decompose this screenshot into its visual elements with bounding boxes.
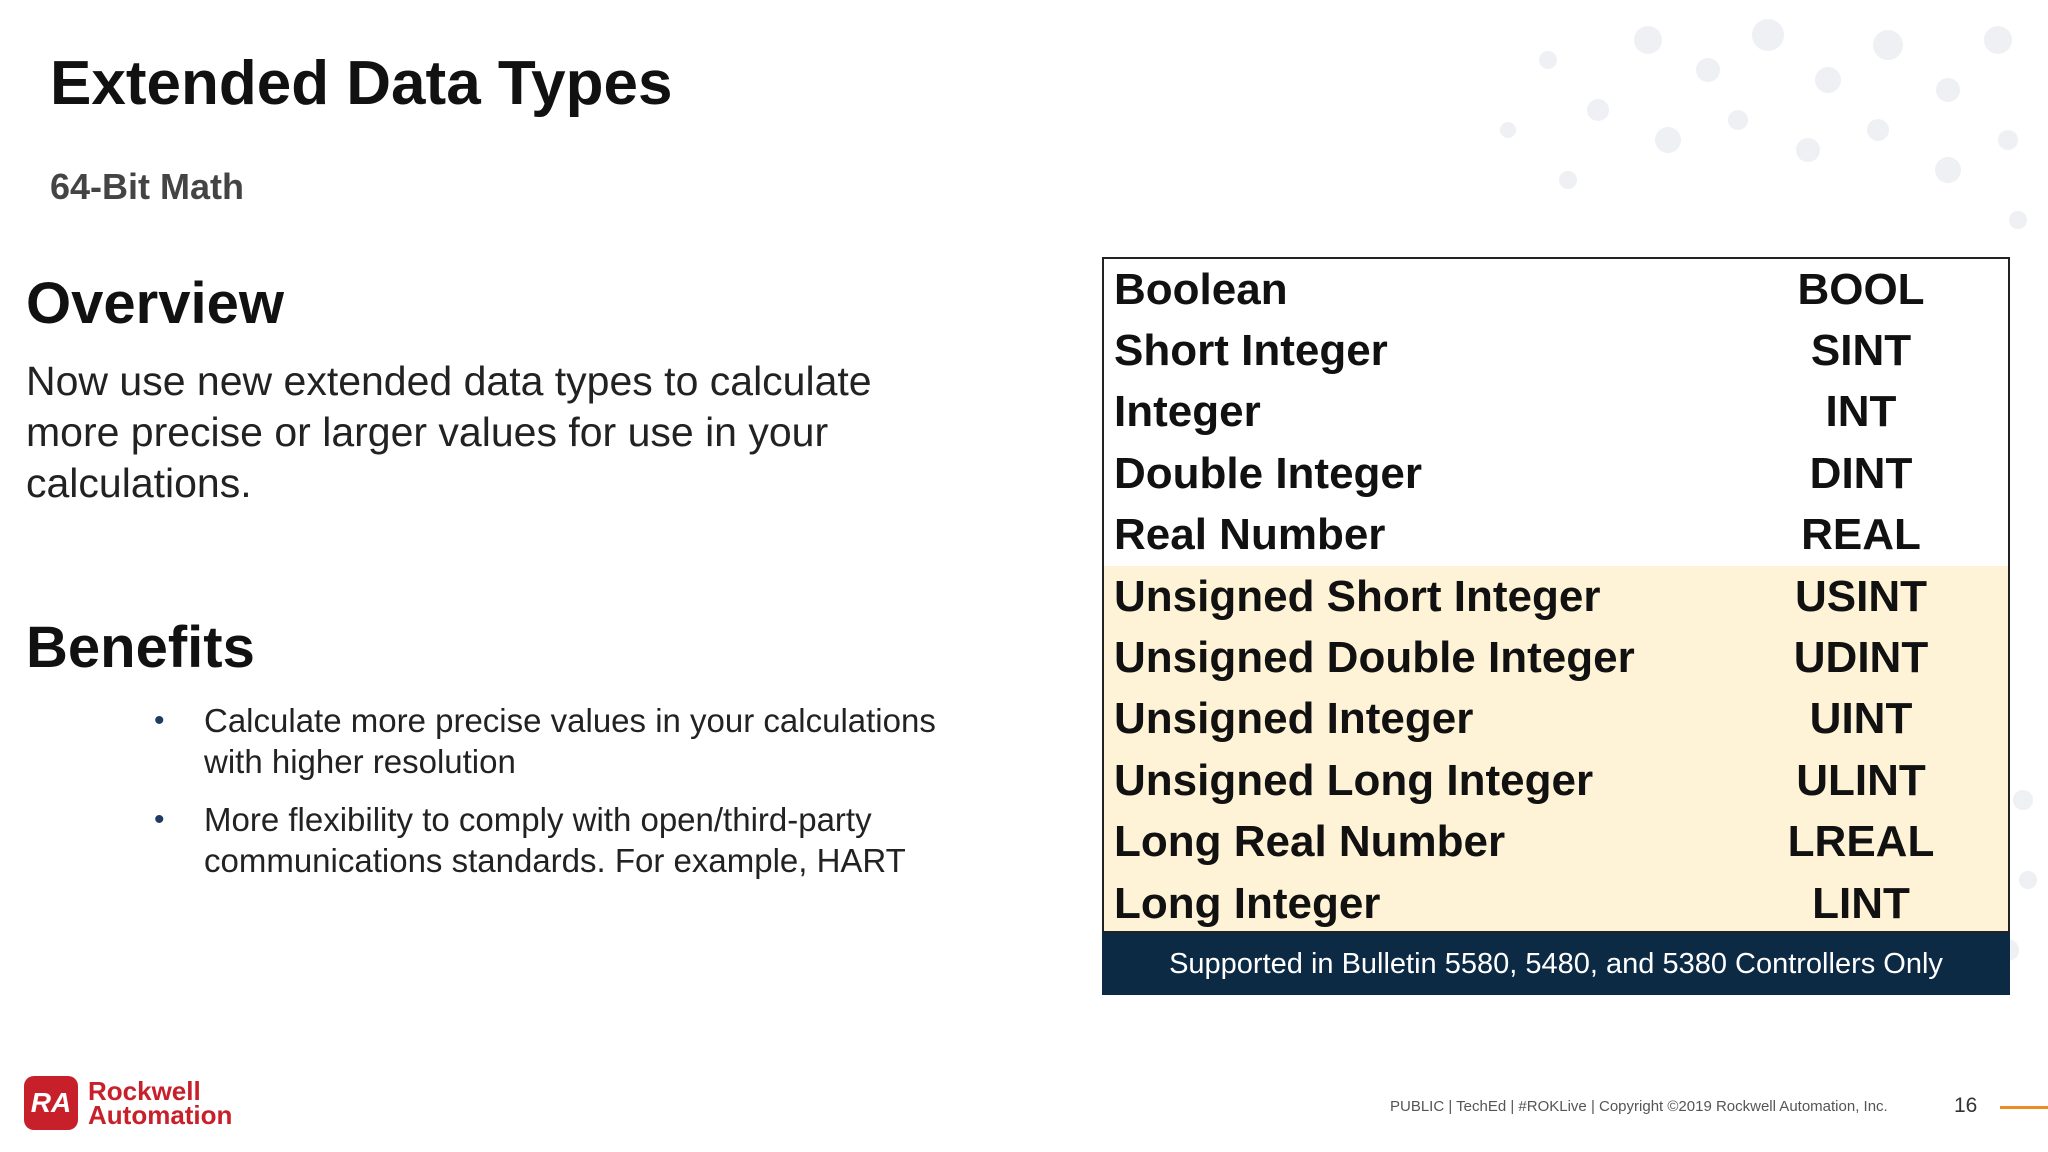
logo-wordmark [88,1076,233,1130]
type-name: Short Integer [1114,326,1388,376]
table-row [1104,259,2008,320]
logo-mark: RA [24,1076,78,1130]
type-code: REAL [1801,510,1921,560]
table-row-extended [1104,873,2008,933]
type-code: LREAL [1787,817,1935,867]
benefit-text: More flexibility to comply with open/third-party communications standards. For example, HART [204,801,906,879]
benefits-heading: Benefits [26,615,255,680]
slide-title: Extended Data Types [50,49,673,118]
overview-heading: Overview [26,271,284,336]
table-row-extended [1104,812,2008,873]
table-row [1104,443,2008,504]
type-code: LINT [1812,878,1910,928]
type-code: UDINT [1793,633,1929,683]
table-row-extended [1104,627,2008,688]
type-name: Real Number [1114,510,1386,560]
page-number: 16 [1954,1094,1978,1117]
overview-text: Now use new extended data types to calculate more precise or larger values for use in your calculations. [26,358,872,506]
type-code: USINT [1795,571,1927,621]
benefit-text: Calculate more precise values in your calculations with higher resolution [204,702,936,780]
benefit-item [150,799,970,881]
controller-support-note: Supported in Bulletin 5580, 5480, and 5380 Controllers Only [1102,933,2010,995]
rockwell-automation-logo-icon [24,1076,232,1130]
copyright-text: PUBLIC | TechEd | #ROKLive | Copyright ©2019 Rockwell Automation, Inc. [1390,1098,1888,1115]
table-row-extended [1104,689,2008,750]
table-row [1104,382,2008,443]
type-code: SINT [1810,326,1912,376]
slide-subtitle: 64-Bit Math [50,166,245,207]
type-code: INT [1825,387,1897,437]
logo-line1: Rockwell [88,1076,201,1106]
table-row [1104,505,2008,566]
benefits-list [150,700,970,898]
table-row-extended [1104,750,2008,811]
type-name: Long Integer [1114,878,1381,928]
type-name: Integer [1114,387,1261,437]
table-row [1104,320,2008,381]
benefit-item [150,700,970,782]
accent-line [2000,1106,2048,1109]
data-types-table [1102,257,2010,933]
type-name: Unsigned Short Integer [1114,571,1601,621]
bullet-dot-icon: • [154,704,165,737]
bullet-dot-icon: • [154,803,165,836]
logo-line2: Automation [88,1100,233,1130]
type-name: Unsigned Double Integer [1114,633,1635,683]
type-code: BOOL [1797,264,1925,314]
type-name: Long Real Number [1114,817,1506,867]
type-name: Unsigned Long Integer [1114,755,1594,805]
type-name: Boolean [1114,264,1288,314]
type-code: UINT [1809,694,1913,744]
type-code: DINT [1809,448,1913,498]
type-name: Double Integer [1114,448,1423,498]
type-code: ULINT [1796,755,1926,805]
table-row-extended [1104,566,2008,627]
type-name: Unsigned Integer [1114,694,1474,744]
